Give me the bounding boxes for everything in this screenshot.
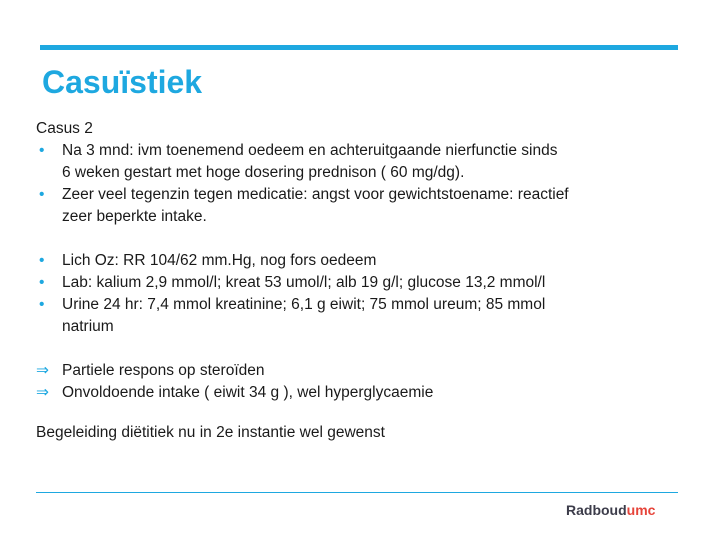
slide-title: Casuïstiek	[42, 64, 203, 100]
history-line: Na 3 mnd: ivm toenemend oedeem en achteruitgaande nierfunctie sinds	[62, 142, 558, 159]
conclusions-list	[36, 360, 676, 404]
implies-arrow-icon: ⇒	[36, 362, 49, 379]
finding-line: Lich Oz: RR 104/62 mm.Hg, nog fors oedeem	[62, 252, 377, 269]
logo-part-radboud: Radboud	[566, 502, 627, 518]
finding-line: natrium	[62, 318, 114, 335]
bullet-icon: •	[39, 186, 45, 203]
finding-line: Urine 24 hr: 7,4 mmol kreatinine; 6,1 g eiwit; 75 mmol ureum; 85 mmol	[62, 296, 546, 313]
findings-list	[36, 250, 676, 338]
radboudumc-logo	[566, 502, 655, 518]
history-item	[36, 184, 676, 228]
finding-item	[36, 294, 676, 338]
top-accent-rule	[40, 45, 678, 50]
case-label: Casus 2	[36, 120, 93, 137]
history-list	[36, 140, 676, 228]
conclusion-text: Onvoldoende intake ( eiwit 34 g ), wel hyperglycaemie	[62, 384, 434, 401]
finding-line: Lab: kalium 2,9 mmol/l; kreat 53 umol/l; alb 19 g/l; glucose 13,2 mmol/l	[62, 274, 546, 291]
history-line: 6 weken gestart met hoge dosering prednison ( 60 mg/dg).	[62, 164, 465, 181]
implies-arrow-icon: ⇒	[36, 384, 49, 401]
bullet-icon: •	[39, 274, 45, 291]
history-line: Zeer veel tegenzin tegen medicatie: angst voor gewichtstoename: reactief	[62, 186, 569, 203]
slide-content	[36, 118, 676, 444]
logo-part-umc: umc	[626, 502, 656, 518]
conclusion-item	[36, 360, 676, 382]
finding-item	[36, 250, 676, 272]
closing-text: Begeleiding diëtitiek nu in 2e instantie wel gewenst	[36, 424, 385, 441]
history-item	[36, 140, 676, 184]
bullet-icon: •	[39, 252, 45, 269]
finding-item	[36, 272, 676, 294]
conclusion-item	[36, 382, 676, 404]
history-line: zeer beperkte intake.	[62, 208, 207, 225]
bullet-icon: •	[39, 296, 45, 313]
bullet-icon: •	[39, 142, 45, 159]
conclusion-text: Partiele respons op steroïden	[62, 362, 265, 379]
bottom-accent-rule	[36, 492, 678, 493]
